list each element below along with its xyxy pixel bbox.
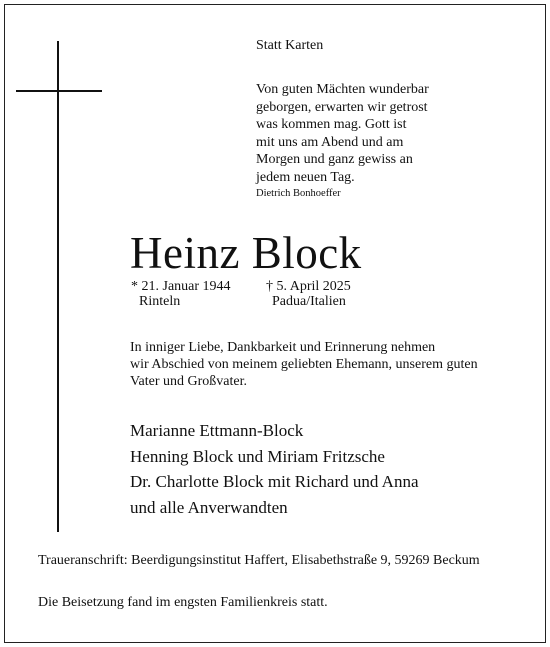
death-date: † 5. April 2025 (266, 279, 351, 294)
poem-line: Morgen und ganz gewiss an (256, 152, 413, 167)
poem-line: mit uns am Abend und am (256, 134, 404, 150)
poem-line: Von guten Mächten wunderbar (256, 82, 429, 97)
mourner-line: Henning Block und Miriam Fritzsche (130, 446, 385, 466)
poem-line: was kommen mag. Gott ist (256, 117, 407, 132)
poem-line: jedem neuen Tag. (256, 169, 355, 185)
poem-quote (256, 81, 429, 186)
mourner-line: Dr. Charlotte Block mit Richard und Anna (130, 472, 419, 491)
farewell-line: Vater und Großvater. (130, 374, 248, 389)
burial-note: Die Beisetzung fand im engsten Familienkreis statt. (38, 595, 328, 610)
farewell-line: In inniger Liebe, Dankbarkeit und Erinnerung nehmen (130, 340, 436, 355)
mourner-line: und alle Anverwandten (130, 497, 288, 517)
birth-place: Rinteln (139, 294, 181, 309)
cross-horizontal-beam (16, 90, 102, 92)
birth-info (131, 279, 231, 309)
farewell-line: wir Abschied von meinem geliebten Ehemann, unserem guten (130, 357, 478, 372)
cross-vertical-beam (57, 41, 59, 532)
poem-author: Dietrich Bonhoeffer (256, 188, 341, 199)
statt-karten-label: Statt Karten (256, 38, 324, 53)
deceased-name: Heinz Block (130, 228, 362, 278)
birth-date: * 21. Januar 1944 (131, 279, 231, 294)
mourning-address: Traueranschrift: Beerdigungsinstitut Haffert, Elisabethstraße 9, 59269 Beckum (38, 553, 480, 568)
farewell-text (130, 339, 478, 390)
mourners-list (130, 418, 419, 520)
poem-line: geborgen, erwarten wir getrost (256, 99, 428, 115)
death-info (266, 279, 351, 309)
mourner-line: Marianne Ettmann-Block (130, 421, 304, 440)
death-place: Padua/Italien (272, 294, 346, 309)
